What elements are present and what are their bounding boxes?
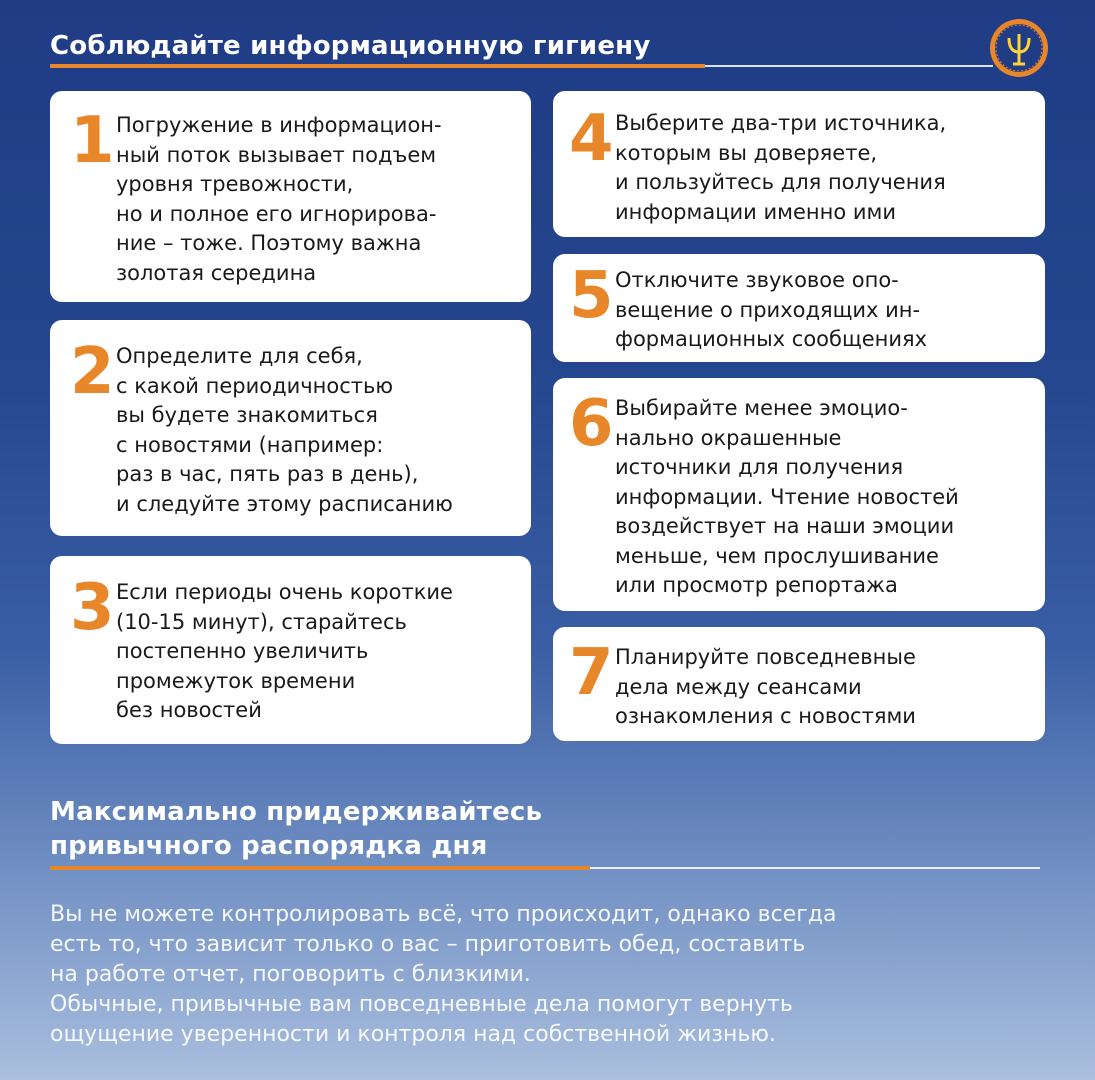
tip-card-1 — [50, 91, 531, 302]
tip-text-6: Выбирайте менее эмоцио- нально окрашенные источники для получения информации. Чтение новостей воздействует на наши эмоции меньше, чем прослушивание или просмотр репортажа — [615, 396, 959, 597]
tip-card-6 — [553, 378, 1045, 611]
tip-text-2: Определите для себя, с какой периодичностью вы будете знакомиться с новостями (например: раз в час, пять раз в день), и следуйте этому расписанию — [116, 344, 453, 516]
psi-emblem-icon — [989, 18, 1049, 78]
section-title-info-hygiene: Соблюдайте информационную гигиену — [50, 31, 651, 61]
tip-text-3: Если периоды очень короткие (10-15 минут), старайтесь постепенно увеличить промежуток времени без новостей — [116, 580, 453, 722]
tip-number-7: 7 — [569, 636, 614, 710]
tip-number-5: 5 — [569, 259, 614, 333]
tip-card-4 — [553, 91, 1045, 237]
section2-underline-accent — [50, 866, 590, 870]
section2-underline-line — [590, 867, 1040, 869]
title-underline-line — [705, 65, 993, 67]
tip-card-7 — [553, 627, 1045, 741]
tip-card-2 — [50, 320, 531, 536]
tip-text-5: Отключите звуковое опо- вещение о приходящих ин- формационных сообщениях — [615, 268, 928, 351]
tip-number-6: 6 — [569, 387, 614, 461]
section-title-daily-routine: Максимально придерживайтесь привычного распорядка дня — [50, 797, 543, 861]
tip-number-4: 4 — [569, 102, 614, 176]
title-underline-accent — [50, 64, 705, 68]
tip-number-2: 2 — [70, 335, 115, 409]
tip-number-1: 1 — [70, 104, 115, 178]
tip-number-3: 3 — [70, 571, 115, 645]
tip-text-4: Выберите два-три источника, которым вы доверяете, и пользуйтесь для получения информации именно ими — [615, 111, 947, 224]
daily-routine-paragraph: Вы не можете контролировать всё, что происходит, однако всегда есть то, что зависит только о вас – приготовить обед, составить на работе отчет, поговорить с близкими. Обычные, привычные вам повседневные дела помогут вернуть ощущение уверенности и контроля над собственной жизнью. — [50, 902, 837, 1047]
tip-text-7: Планируйте повседневные дела между сеансами ознакомления с новостями — [615, 645, 916, 728]
tip-card-5 — [553, 254, 1045, 362]
tip-card-3 — [50, 556, 531, 744]
tip-text-1: Погружение в информацион- ный поток вызывает подъем уровня тревожности, но и полное его игнорирова- ние – тоже. Поэтому важна золотая середина — [116, 113, 442, 285]
